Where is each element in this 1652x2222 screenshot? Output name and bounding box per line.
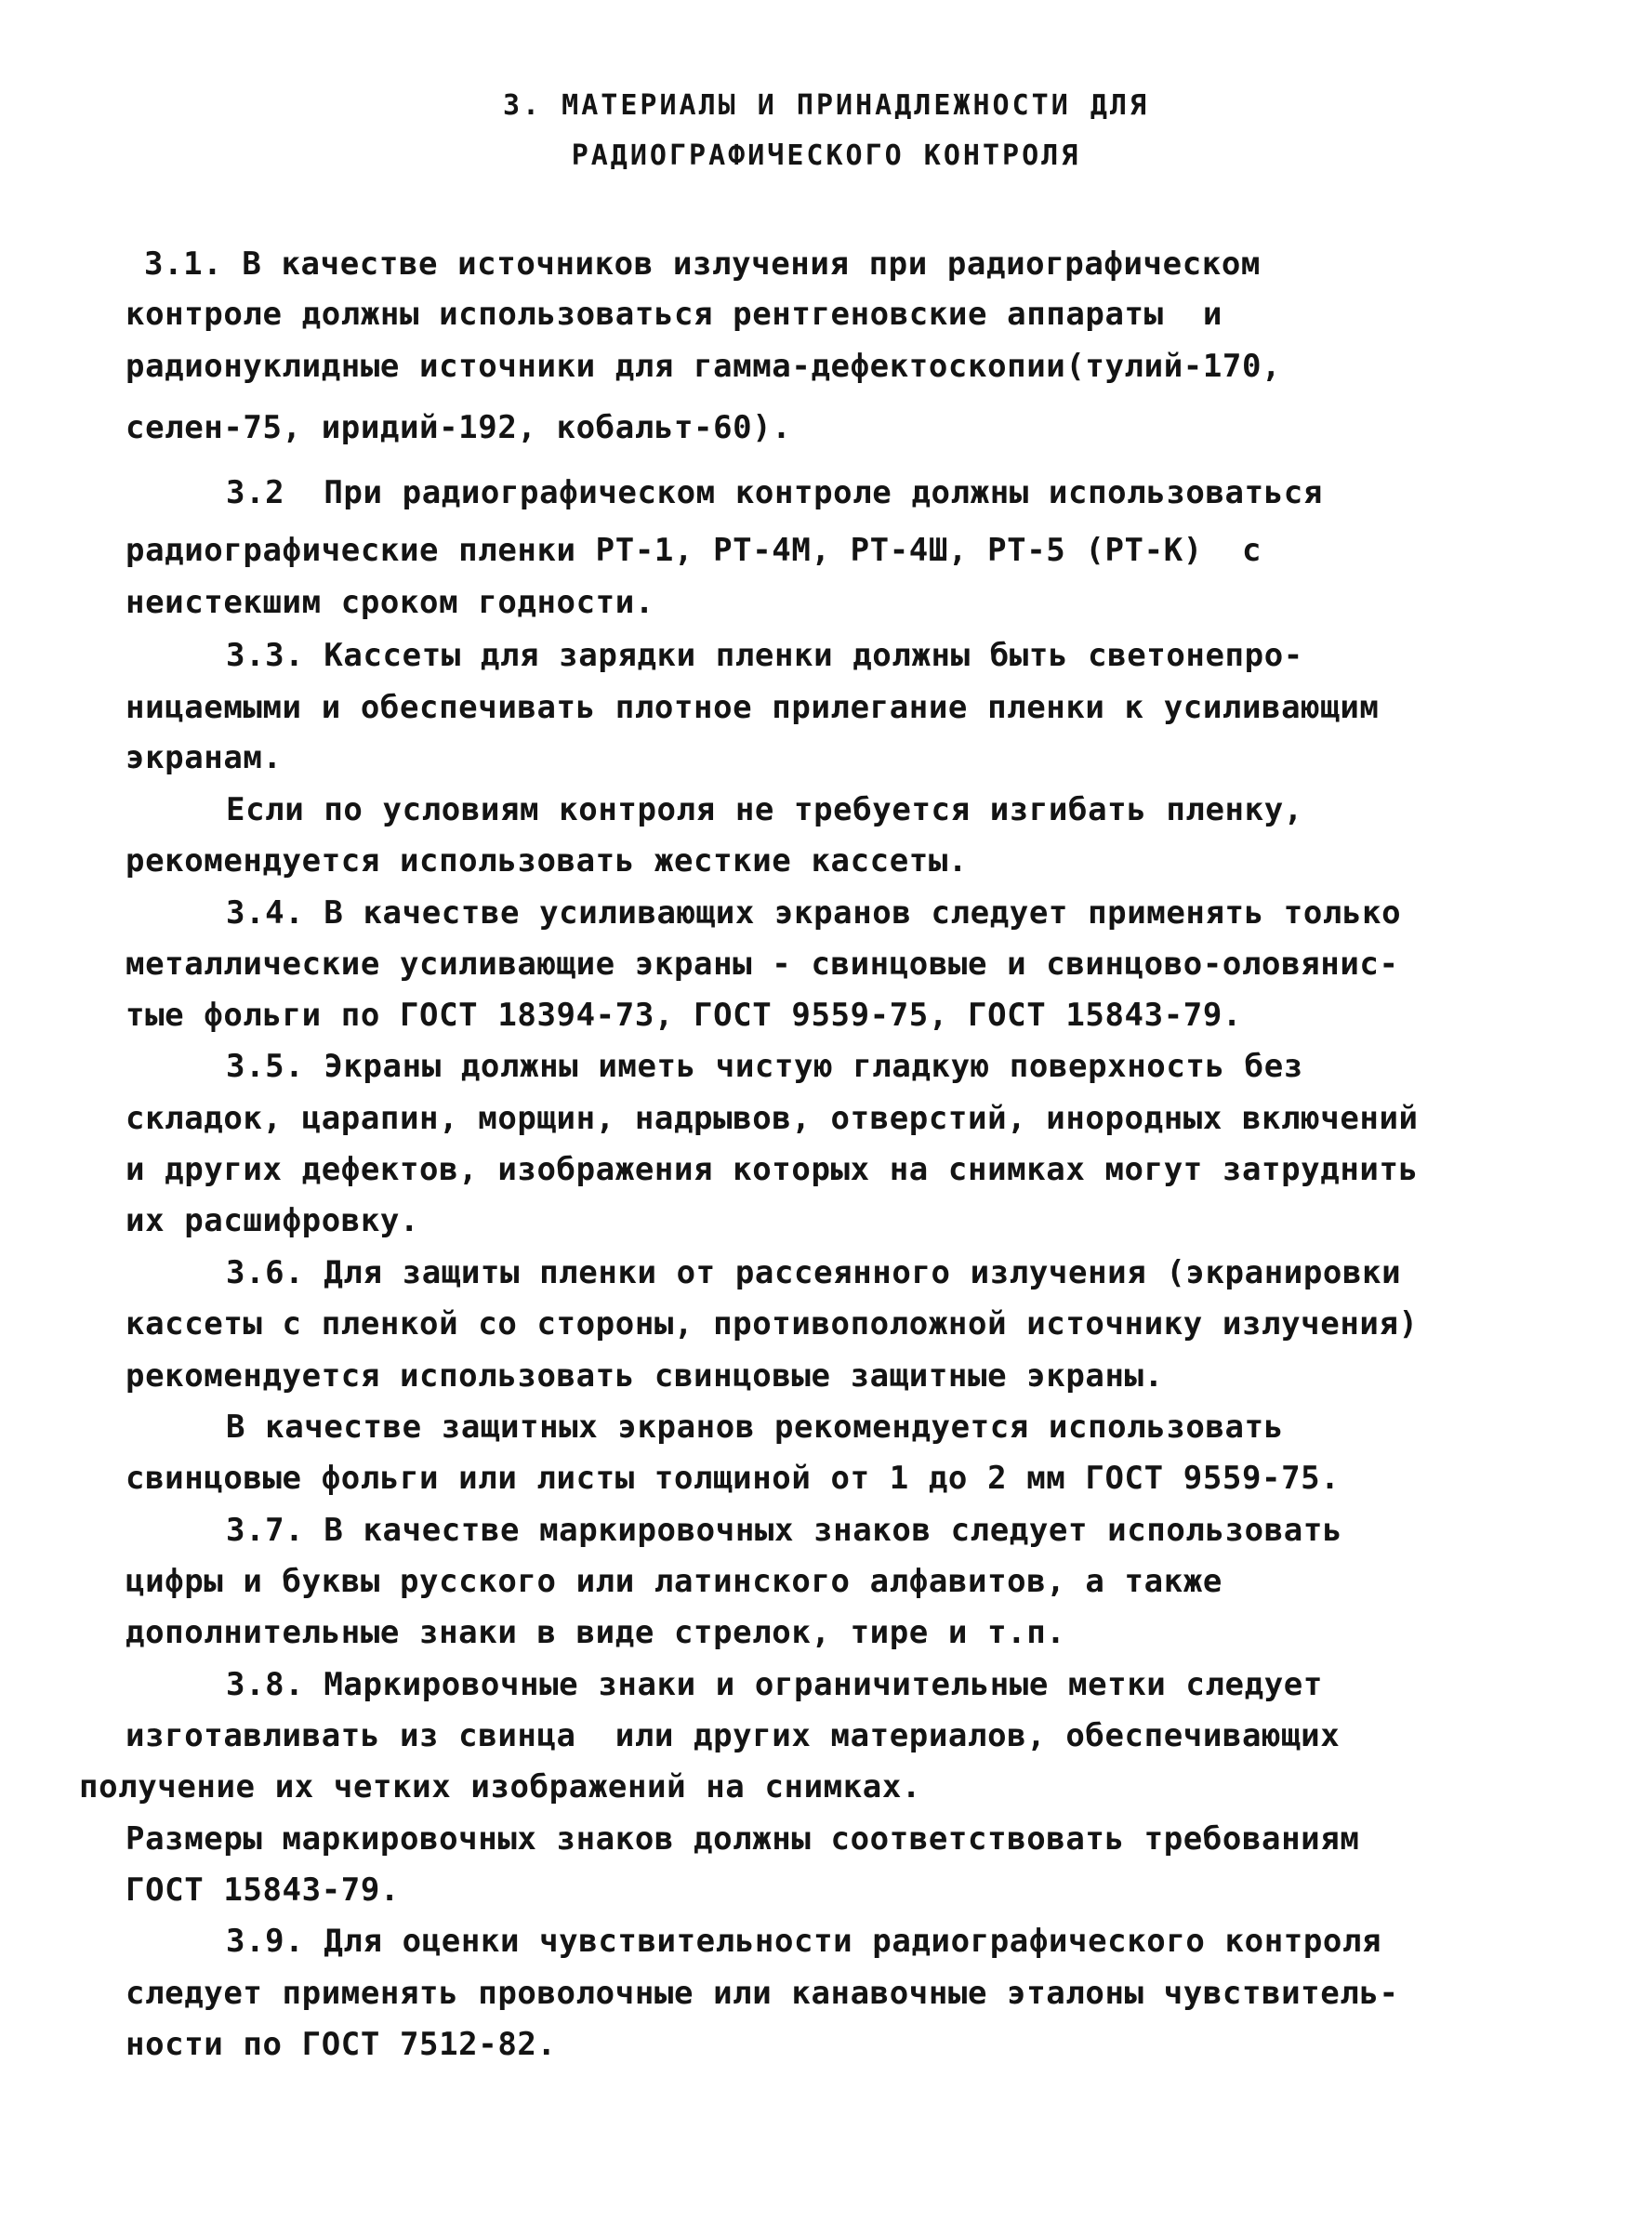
paragraph-3-6b-line-2: свинцовые фольги или листы толщиной от 1 до 2 мм ГОСТ 9559-75. [126, 1460, 1341, 1497]
paragraph-3-1-line-2: контроле должны использоваться рентгеновские аппараты и [126, 296, 1222, 333]
paragraph-3-8b-line-2: ГОСТ 15843-79. [126, 1872, 400, 1909]
paragraph-3-6-line-3: рекомендуется использовать свинцовые защитные экраны. [126, 1357, 1164, 1395]
paragraph-3-2-line-2: радиографические пленки РТ-1, РТ-4М, РТ-4Ш, РТ-5 (РТ-К) с [126, 532, 1262, 569]
paragraph-3-4-line-2: металлические усиливающие экраны - свинцовые и свинцово-оловянис- [126, 946, 1399, 983]
paragraph-3-9-line-1: 3.9. Для оценки чувствительности радиографического контроля [226, 1923, 1382, 1960]
paragraph-3-3-line-1: 3.3. Кассеты для зарядки пленки должны быть светонепро- [226, 637, 1303, 674]
paragraph-3-8-line-1: 3.8. Маркировочные знаки и ограничительные метки следует [226, 1666, 1323, 1703]
section-heading-line-1: 3. МАТЕРИАЛЫ И ПРИНАДЛЕЖНОСТИ ДЛЯ [502, 89, 1150, 122]
paragraph-3-4-line-1: 3.4. В качестве усиливающих экранов следует применять только [226, 894, 1402, 932]
paragraph-3-2-line-1: 3.2 При радиографическом контроле должны использоваться [226, 474, 1323, 511]
paragraph-3-3-line-2: ницаемыми и обеспечивать плотное прилегание пленки к усиливающим [126, 689, 1380, 726]
paragraph-3-7-line-3: дополнительные знаки в виде стрелок, тире и т.п. [126, 1614, 1066, 1651]
paragraph-3-1-line-3: радионуклидные источники для гамма-дефектоскопии(тулий-170, [126, 348, 1282, 385]
paragraph-3-6-line-2: кассеты с пленкой со стороны, противоположной источнику излучения) [126, 1305, 1419, 1342]
paragraph-3-6-line-1: 3.6. Для защиты пленки от рассеянного излучения (экранировки [226, 1254, 1402, 1291]
section-heading-line-2: РАДИОГРАФИЧЕСКОГО КОНТРОЛЯ [571, 139, 1081, 172]
paragraph-3-8-line-3: получение их четких изображений на снимках. [79, 1768, 921, 1805]
paragraph-3-8b-line-1: Размеры маркировочных знаков должны соответствовать требованиям [126, 1820, 1360, 1858]
paragraph-3-3b-line-1: Если по условиям контроля не требуется изгибать пленку, [226, 791, 1303, 828]
paragraph-3-5-line-2: складок, царапин, морщин, надрывов, отверстий, инородных включений [126, 1100, 1419, 1137]
paragraph-3-5-line-4: их расшифровку. [126, 1202, 420, 1239]
paragraph-3-1-line-4: селен-75, иридий-192, кобальт-60). [126, 409, 792, 446]
paragraph-3-9-line-3: ности по ГОСТ 7512-82. [126, 2026, 557, 2063]
paragraph-3-1-line-1: 3.1. В качестве источников излучения при радиографическом [144, 245, 1261, 283]
paragraph-3-5-line-1: 3.5. Экраны должны иметь чистую гладкую поверхность без [226, 1048, 1303, 1085]
paragraph-3-9-line-2: следует применять проволочные или канавочные эталоны чувствитель- [126, 1975, 1399, 2012]
paragraph-3-7-line-1: 3.7. В качестве маркировочных знаков следует использовать [226, 1512, 1342, 1549]
paragraph-3-6b-line-1: В качестве защитных экранов рекомендуется использовать [226, 1409, 1284, 1446]
paragraph-3-7-line-2: цифры и буквы русского или латинского алфавитов, а также [126, 1563, 1222, 1600]
paragraph-3-5-line-3: и других дефектов, изображения которых на снимках могут затруднить [126, 1151, 1419, 1188]
paragraph-3-3b-line-2: рекомендуется использовать жесткие кассеты. [126, 842, 968, 880]
paragraph-3-2-line-3: неистекшим сроком годности. [126, 584, 654, 621]
paragraph-3-4-line-3: тые фольги по ГОСТ 18394-73, ГОСТ 9559-75, ГОСТ 15843-79. [126, 997, 1242, 1034]
paragraph-3-3-line-3: экранам. [126, 739, 283, 776]
paragraph-3-8-line-2: изготавливать из свинца или других материалов, обеспечивающих [126, 1717, 1341, 1754]
